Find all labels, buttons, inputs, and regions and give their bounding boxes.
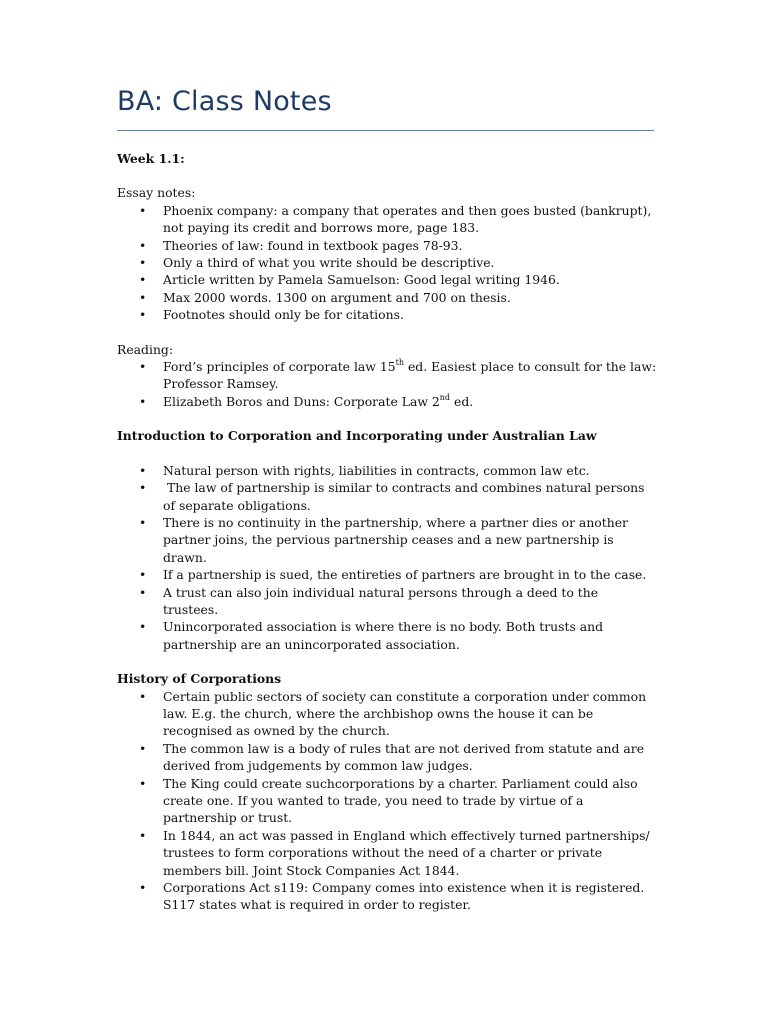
list-item: • Elizabeth Boros and Duns: Corporate Law 2nd ed. [139, 392, 474, 409]
list-item: • In 1844, an act was passed in England which effectively turned partnerships/ trustees to form corporations without the need of a charter or private members bill. Joint Stock Companies Act 1844. [139, 827, 650, 878]
list-item: • Max 2000 words. 1300 on argument and 700 on thesis. [139, 289, 511, 305]
list-item: • Natural person with rights, liabilities in contracts, common law etc. [139, 462, 590, 478]
bullet-icon: • [139, 237, 147, 253]
history-list [117, 688, 657, 914]
bullet-icon: • [139, 827, 147, 843]
list-item: • Only a third of what you write should be descriptive. [139, 255, 495, 271]
bullet-icon: • [139, 289, 147, 305]
bullet-icon: • [139, 255, 147, 271]
list-item: • Footnotes should only be for citations. [139, 307, 404, 323]
list-item: • Article written by Pamela Samuelson: Good legal writing 1946. [139, 272, 560, 288]
list-item: • Corporations Act s119: Company comes into existence when it is registered. S117 states what is required in order to register. [139, 880, 645, 913]
list-item: • There is no continuity in the partnership, where a partner dies or another partner joins, the pervious partnership ceases and a new partnership is drawn. [139, 514, 628, 565]
bullet-icon: • [139, 740, 147, 756]
bullet-icon: • [139, 567, 147, 583]
list-item: • A trust can also join individual natural persons through a deed to the trustees. [139, 584, 599, 617]
list-item: • Theories of law: found in textbook pages 78-93. [139, 237, 463, 253]
bullet-icon: • [139, 775, 147, 791]
bullet-icon: • [139, 272, 147, 288]
bullet-icon: • [139, 462, 147, 478]
intro-list [117, 462, 657, 653]
list-item: • The King could create suchcorporations by a charter. Parliament could also create one. If you wanted to trade, you need to trade by virtue of a partnership or trust. [139, 775, 638, 826]
list-item: • Phoenix company: a company that operates and then goes busted (bankrupt), not paying its credit and borrows more, page 183. [139, 202, 652, 236]
bullet-icon: • [139, 619, 147, 635]
title-divider [117, 130, 654, 131]
list-item: • The law of partnership is similar to contracts and combines natural persons of separate obligations. [139, 480, 649, 513]
essay-notes-list [117, 202, 657, 324]
bullet-icon: • [139, 880, 147, 896]
bullet-icon: • [139, 514, 147, 530]
bullet-icon: • [139, 393, 147, 409]
week-heading: Week 1.1: [117, 151, 185, 166]
intro-heading: Introduction to Corporation and Incorporating under Australian Law [117, 428, 597, 444]
bullet-icon: • [139, 584, 147, 600]
bullet-icon: • [139, 307, 147, 323]
bullet-icon: • [139, 359, 147, 375]
list-item: • Certain public sectors of society can constitute a corporation under common law. E.g. the church, where the archbishop owns the house it can be recognised as owned by the church. [139, 688, 647, 739]
reading-label: Reading: [117, 341, 174, 357]
list-item: • Ford’s principles of corporate law 15th ed. Easiest place to consult for the law: Professor Ramsey. [139, 358, 657, 392]
bullet-icon: • [139, 202, 147, 218]
history-heading: History of Corporations [117, 671, 282, 687]
bullet-icon: • [139, 688, 147, 704]
list-item: • The common law is a body of rules that are not derived from statute and are derived from judgements by common law judges. [139, 740, 645, 774]
page-title: BA: Class Notes [117, 86, 332, 117]
list-item: • If a partnership is sued, the entireties of partners are brought in to the case. [139, 567, 647, 583]
bullet-icon: • [139, 480, 147, 496]
document-body [117, 150, 657, 914]
reading-list [117, 358, 657, 410]
essay-notes-label: Essay notes: [117, 185, 196, 201]
list-item: • Unincorporated association is where there is no body. Both trusts and partnership are an unincorporated association. [139, 619, 604, 652]
